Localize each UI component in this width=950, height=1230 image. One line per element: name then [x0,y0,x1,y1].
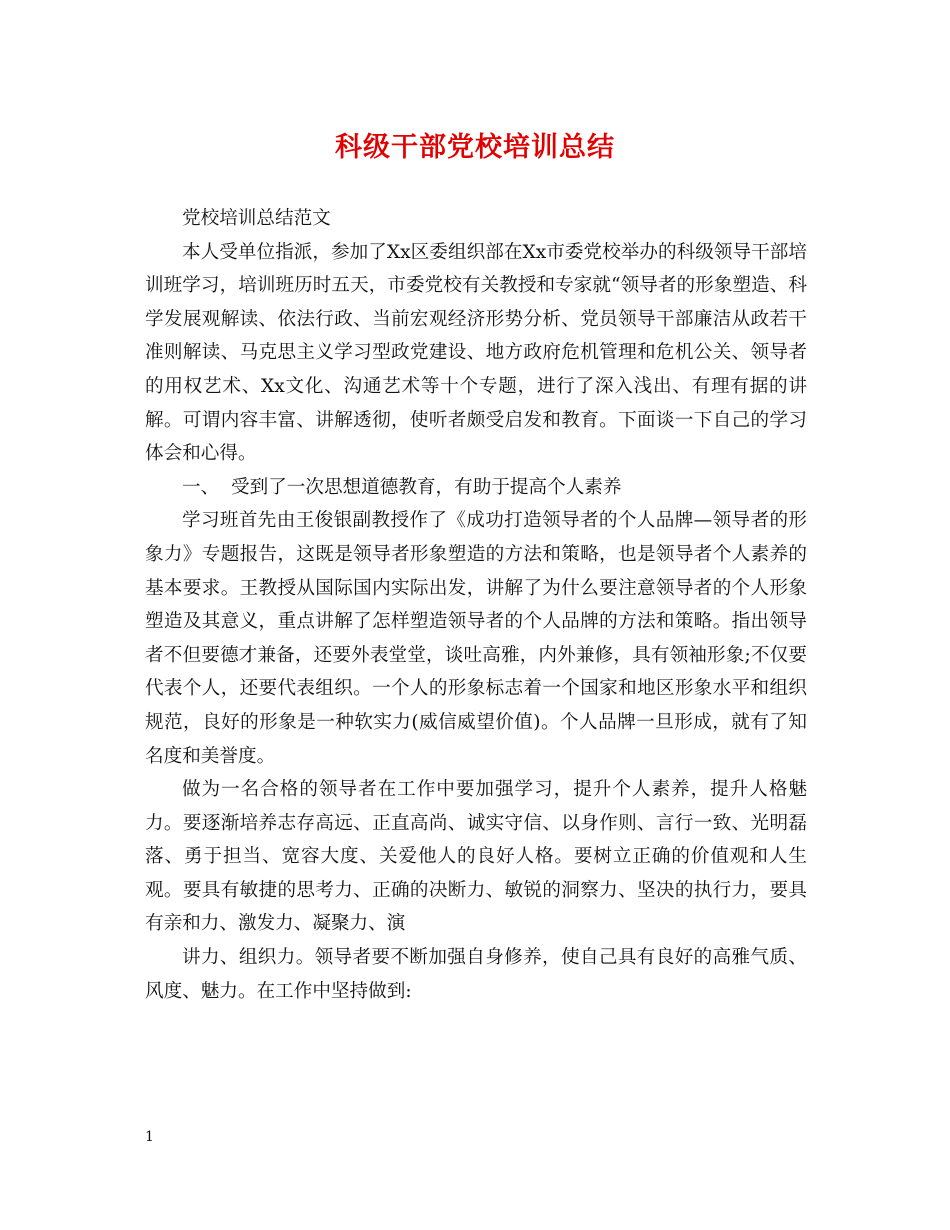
page-number: 1 [145,1129,154,1145]
paragraph-continuation: 讲力、组织力。领导者要不断加强自身修养，使自己具有良好的高雅气质、风度、魅力。在工作中坚持做到: [145,947,807,1002]
document-body [145,202,807,1008]
document-title: 科级干部党校培训总结 [335,132,615,163]
paragraph-section-1: 学习班首先由王俊银副教授作了《成功打造领导者的个人品牌—领导者的形象力》专题报告，这既是领导者形象塑造的方法和策略，也是领导者个人素养的基本要求。王教授从国际国内实际出发，讲解了为什么要注意领导者的个人形象塑造及其意义，重点讲解了怎样塑造领导者的个人品牌的方法和策略。指出领导者不但要德才兼备，还要外表堂堂，谈吐高雅，内外兼修，具有领袖形象;不仅要代表个人，还要代表组织。一个人的形象标志着一个国家和地区形象水平和组织规范，良好的形象是一种软实力(威信威望价值)。个人品牌一旦形成，就有了知名度和美誉度。 [145,510,807,767]
paragraph-subtitle: 党校培训总结范文 [182,208,331,229]
paragraph-intro: 本人受单位指派，参加了Xx区委组织部在Xx市委党校举办的科级领导干部培训班学习，培训班历时五天，市委党校有关教授和专家就“领导者的形象塑造、科学发展观解读、依法行政、当前宏观经济形势分析、党员领导干部廉洁从政若干准则解读、马克思主义学习型政党建设、地方政府危机管理和危机公关、领导者的用权艺术、Xx文化、沟通艺术等十个专题，进行了深入浅出、有理有据的讲解。可谓内容丰富、讲解透彻，使听者颇受启发和教育。下面谈一下自己的学习体会和心得。 [145,241,807,465]
paragraph-requirements: 做为一名合格的领导者在工作中要加强学习，提升个人素养，提升人格魅力。要逐渐培养志存高远、正直高尚、诚实守信、以身作则、言行一致、光明磊落、勇于担当、宽容大度、关爱他人的良好人格。要树立正确的价值观和人生观。要具有敏捷的思考力、正确的决断力、敏锐的洞察力、坚决的执行力，要具有亲和力、激发力、凝聚力、演 [145,779,807,935]
section-heading-1: 一、 受到了一次思想道德教育，有助于提高个人素养 [182,476,622,498]
